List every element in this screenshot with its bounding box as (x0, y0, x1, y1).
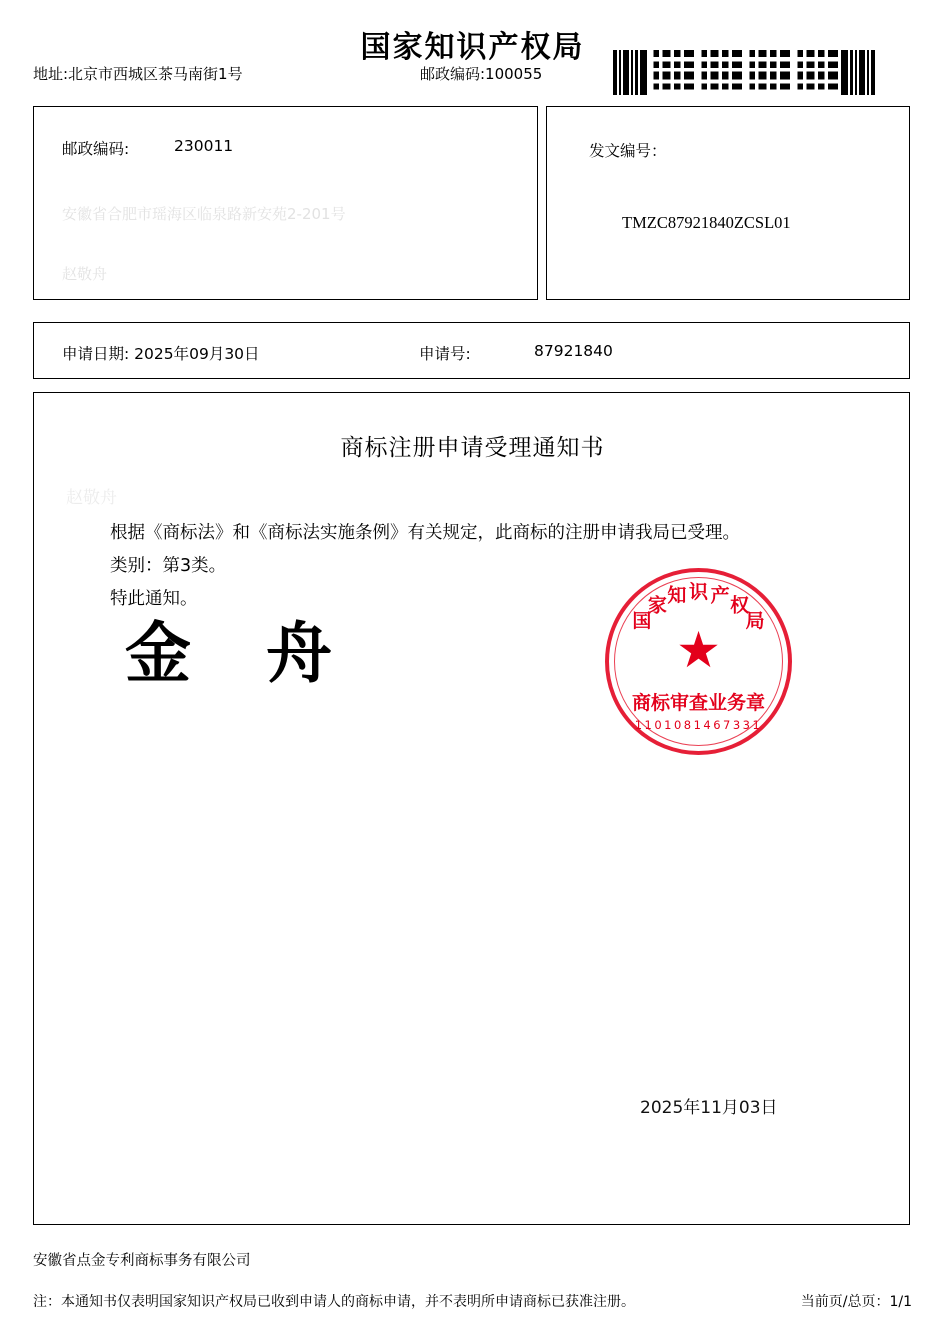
notice-paragraph-1: 根据《商标法》和《商标法实施条例》有关规定，此商标的注册申请我局已受理。 (110, 523, 740, 543)
official-seal (605, 568, 792, 755)
notice-paragraph-3: 特此通知。 (110, 589, 198, 609)
seal-arc-char: 产 (710, 583, 730, 606)
notice-title: 商标注册申请受理通知书 (340, 435, 605, 461)
seal-code: 1101081467331 (634, 718, 763, 732)
seal-arc-char: 国 (632, 609, 652, 632)
agency-name: 安徽省点金专利商标事务有限公司 (33, 1253, 251, 1269)
document-number-value: TMZC87921840ZCSL01 (622, 213, 791, 232)
notice-recipient: 赵敬舟 (66, 488, 117, 507)
notice-paragraph-2: 类别：第3类。 (110, 556, 227, 576)
application-number-label: 申请号: (419, 345, 471, 363)
datamatrix-icon (649, 50, 694, 95)
seal-arc-char: 家 (647, 593, 667, 616)
footer-note: 注：本通知书仅表明国家知识产权局已收到申请人的商标申请，并不表明所申请商标已获准注册。 (33, 1294, 635, 1310)
seal-date: 2025年11月03日 (640, 1098, 778, 1118)
addressee-box (33, 106, 538, 300)
application-date: 申请日期: 2025年09月30日 (62, 345, 260, 363)
issuer-postcode: 邮政编码:100055 (420, 65, 543, 83)
datamatrix-icon (697, 50, 742, 95)
seal-arc-char: 知 (667, 583, 687, 606)
document-number-box (546, 106, 910, 300)
addressee-postcode-label: 邮政编码: (62, 140, 130, 158)
application-number-value: 87921840 (534, 342, 613, 360)
trademark-specimen: 金 舟 (125, 614, 358, 692)
addressee-name: 赵敬舟 (62, 265, 108, 283)
notice-body-box (33, 392, 910, 1225)
seal-arc-char: 局 (745, 609, 765, 632)
application-info-box (33, 322, 910, 379)
issuer-address: 地址:北京市西城区茶马南街1号 (33, 65, 243, 83)
seal-bottom-text: 商标审查业务章 (631, 692, 765, 714)
addressee-address: 安徽省合肥市瑶海区临泉路新安苑2-201号 (62, 205, 346, 223)
seal-arc-char: 权 (730, 593, 750, 616)
datamatrix-icon (793, 50, 838, 95)
page-title: 国家知识产权局 (360, 30, 585, 65)
star-icon: ★ (676, 622, 721, 679)
datamatrix-icon (745, 50, 790, 95)
addressee-postcode-value: 230011 (174, 137, 234, 155)
document-number-label: 发文编号： (589, 142, 667, 160)
seal-arc-char: 识 (688, 580, 708, 603)
barcode-icon (613, 50, 910, 95)
page-count: 当前页/总页：1/1 (800, 1294, 912, 1310)
